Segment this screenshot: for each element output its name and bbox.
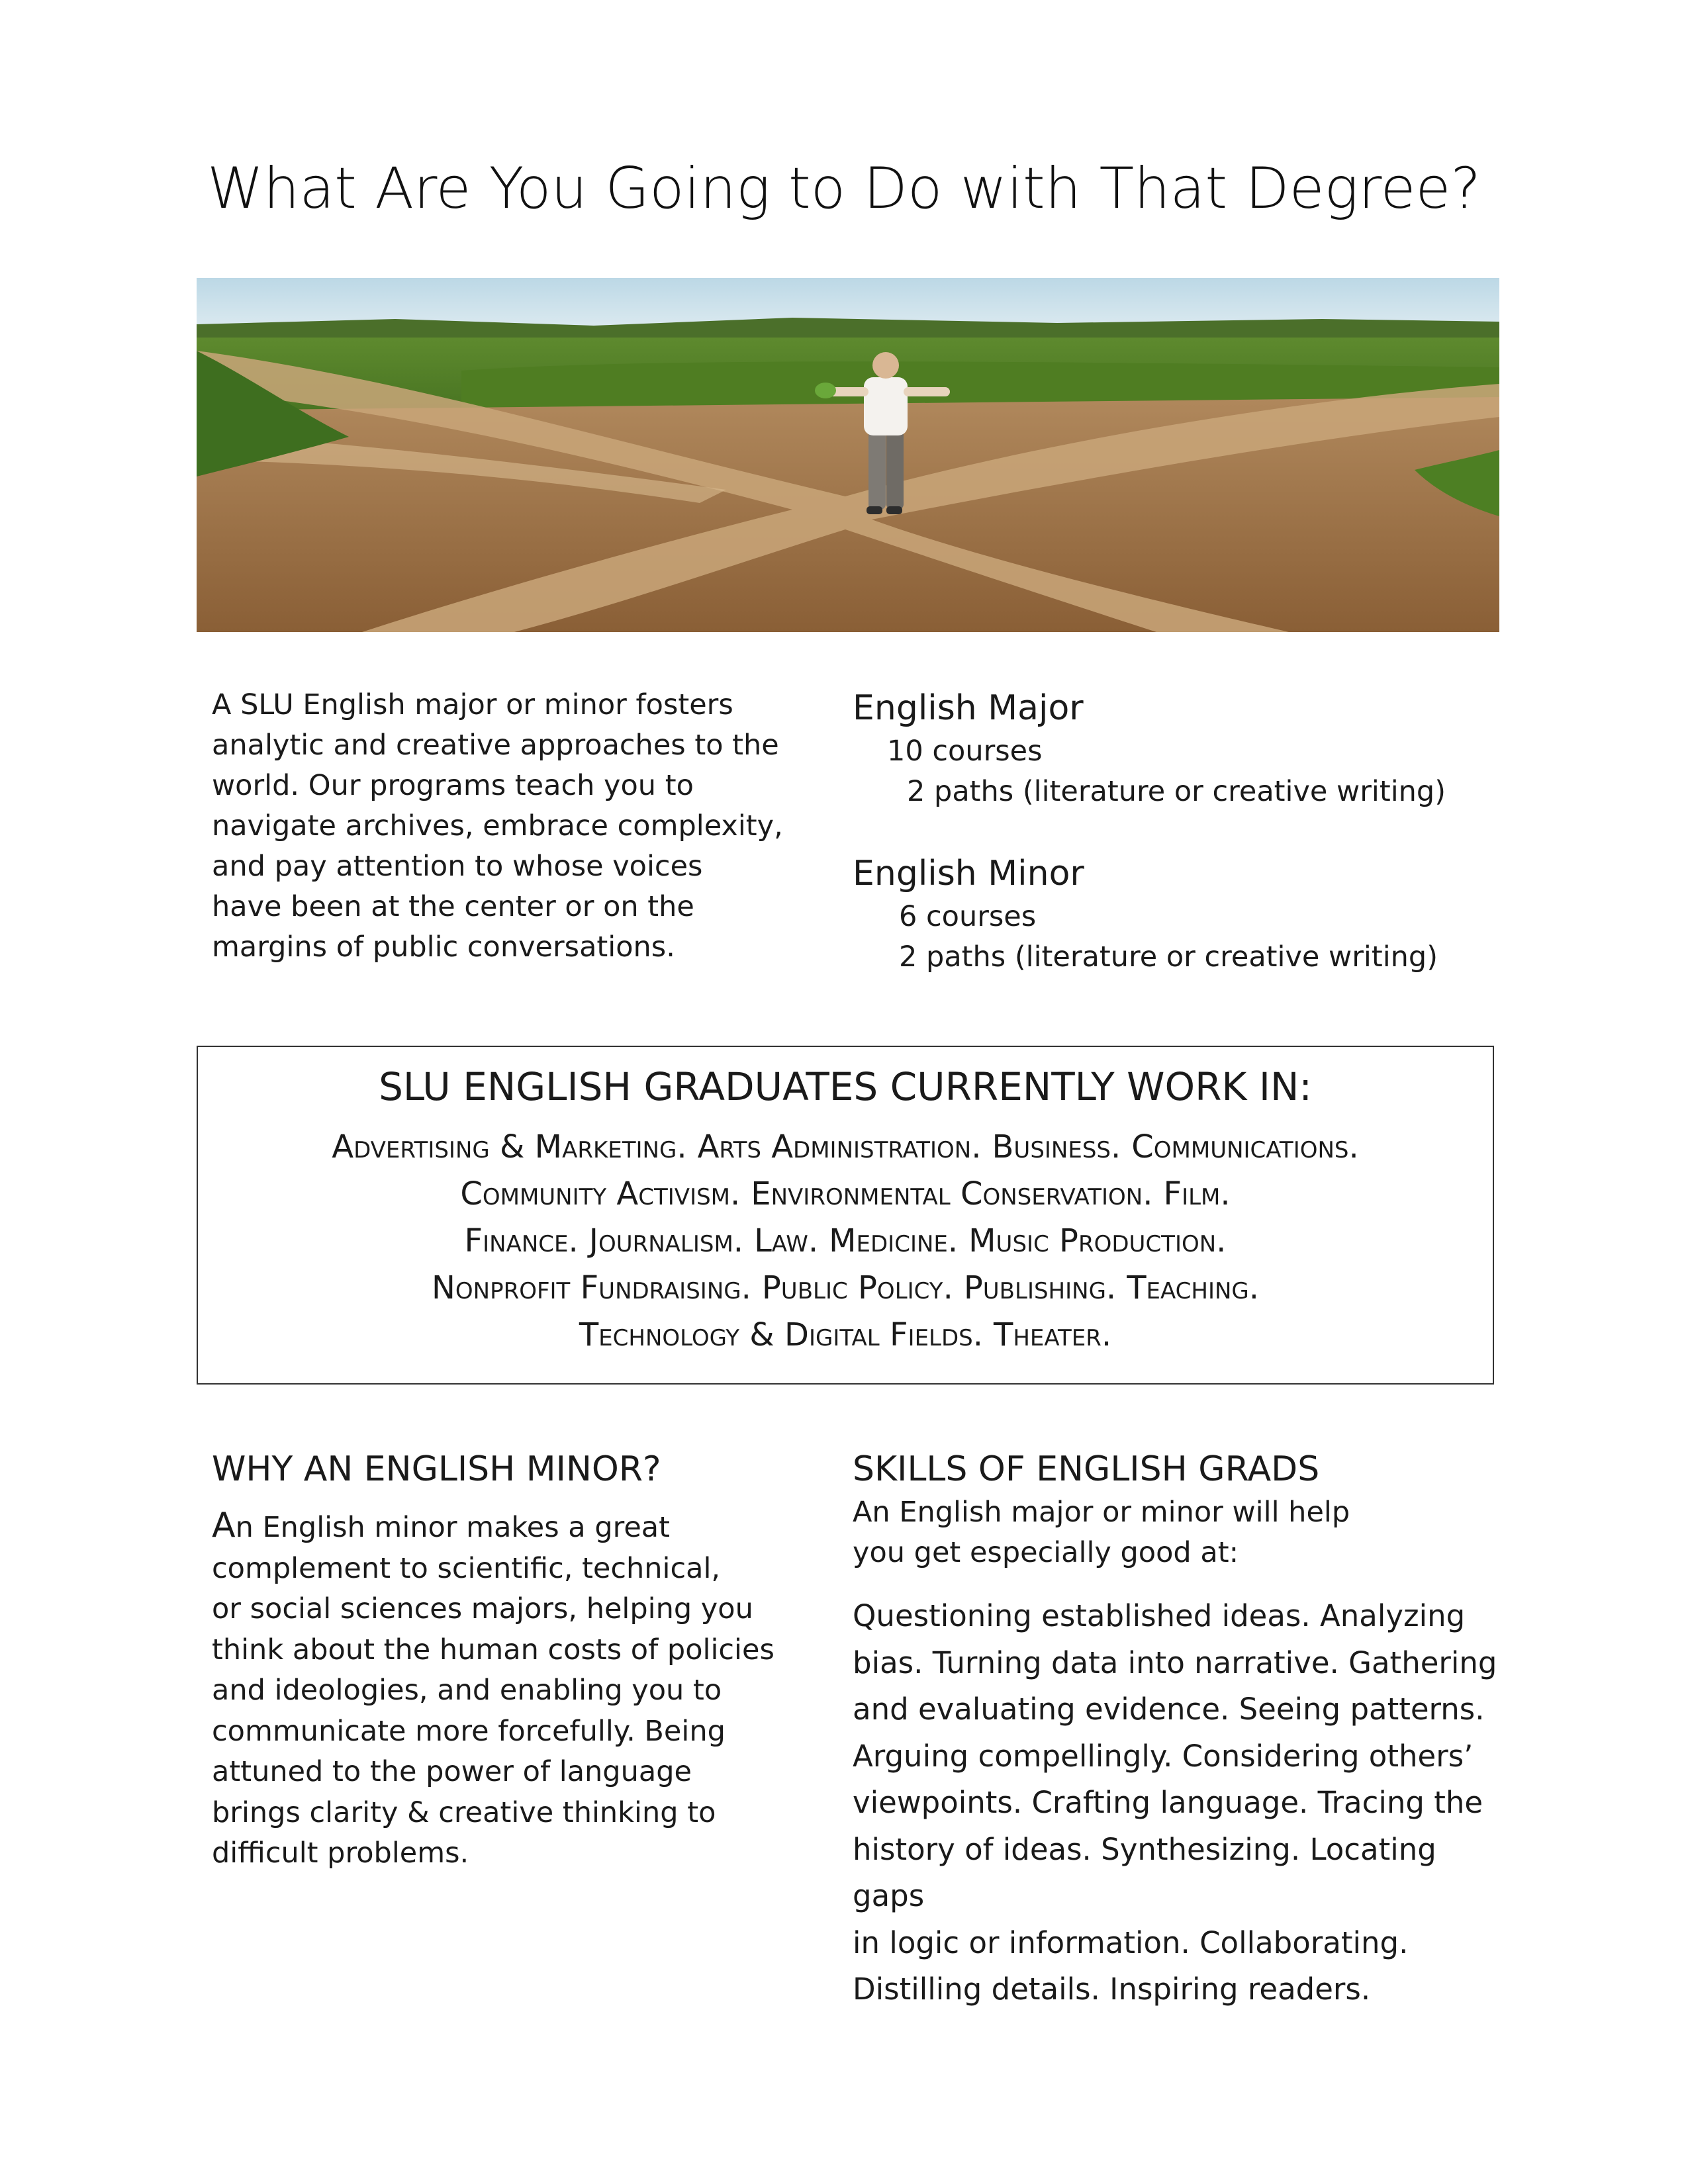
skills-list: [853, 1593, 1515, 2013]
career-item: Advertising & Marketing.: [332, 1128, 687, 1165]
intro-line: navigate archives, embrace complexity,: [212, 809, 783, 842]
careers-title: SLU ENGLISH GRADUATES CURRENTLY WORK IN:: [379, 1064, 1312, 1109]
careers-row: [198, 1312, 1493, 1359]
skills-line: bias. Turning data into narrative. Gathering: [853, 1645, 1497, 1680]
skills-heading: SKILLS OF ENGLISH GRADS: [853, 1449, 1320, 1489]
careers-list: [198, 1124, 1493, 1359]
intro-line: margins of public conversations.: [212, 931, 675, 964]
career-item: Public Policy.: [761, 1269, 953, 1306]
career-item: Business.: [992, 1128, 1121, 1165]
career-item: Music Production.: [968, 1222, 1227, 1259]
careers-row: [198, 1124, 1493, 1171]
why-minor-line: and ideologies, and enabling you to: [212, 1674, 722, 1707]
career-item: Communications.: [1131, 1128, 1359, 1165]
major-courses: 10 courses: [887, 735, 1043, 768]
career-item: Community Activism.: [460, 1175, 741, 1212]
career-item: Technology & Digital Fields.: [579, 1316, 984, 1353]
skills-line: history of ideas. Synthesizing. Locating gaps: [853, 1831, 1436, 1913]
careers-box: [197, 1046, 1494, 1385]
career-item: Arts Administration.: [697, 1128, 982, 1165]
minor-courses: 6 courses: [899, 900, 1037, 933]
careers-row: [198, 1265, 1493, 1312]
career-item: Law.: [754, 1222, 819, 1259]
career-item: Film.: [1163, 1175, 1231, 1212]
why-minor-line: or social sciences majors, helping you: [212, 1592, 753, 1625]
careers-row: [198, 1171, 1493, 1218]
why-minor-line: think about the human costs of policies: [212, 1633, 774, 1666]
why-minor-body: [212, 1506, 794, 1874]
page-title: What Are You Going to Do with That Degree?: [207, 156, 1481, 222]
career-item: Theater.: [994, 1316, 1112, 1353]
why-minor-line: [212, 1506, 794, 1549]
careers-row: [198, 1218, 1493, 1265]
intro-line: and pay attention to whose voices: [212, 850, 703, 883]
skills-line: in logic or information. Collaborating.: [853, 1925, 1409, 1960]
skills-line: Arguing compellingly. Considering others’: [853, 1738, 1474, 1774]
why-minor-heading: WHY AN ENGLISH MINOR?: [212, 1449, 661, 1489]
intro-line: analytic and creative approaches to the: [212, 729, 779, 762]
minor-paths: 2 paths (literature or creative writing): [899, 940, 1438, 974]
career-item: Finance.: [464, 1222, 579, 1259]
skills-subheading-line: An English major or minor will help: [853, 1496, 1350, 1529]
skills-line: Questioning established ideas. Analyzing: [853, 1598, 1466, 1633]
skills-subheading-line: you get especially good at:: [853, 1536, 1239, 1569]
why-minor-line: communicate more forcefully. Being: [212, 1714, 726, 1748]
career-item: Journalism.: [588, 1222, 744, 1259]
hero-image: [197, 278, 1499, 632]
major-paths: 2 paths (literature or creative writing): [907, 775, 1446, 808]
skills-section: [853, 1446, 1515, 2013]
career-item: Nonprofit Fundraising.: [431, 1269, 751, 1306]
minor-block: [853, 850, 1515, 978]
intro-line: world. Our programs teach you to: [212, 769, 694, 802]
programs-list: [853, 685, 1515, 978]
why-minor-line: brings clarity & creative thinking to: [212, 1796, 716, 1829]
why-minor-section: [212, 1446, 794, 1874]
career-item: Publishing.: [963, 1269, 1117, 1306]
drop-letter: A: [212, 1506, 236, 1545]
intro-paragraph: [212, 685, 794, 968]
why-minor-text: n English minor makes a great: [235, 1511, 671, 1544]
skills-line: viewpoints. Crafting language. Tracing the: [853, 1785, 1483, 1820]
major-title: English Major: [853, 688, 1084, 728]
career-item: Teaching.: [1127, 1269, 1260, 1306]
career-item: Environmental Conservation.: [751, 1175, 1153, 1212]
major-block: [853, 685, 1515, 812]
why-minor-line: complement to scientific, technical,: [212, 1551, 721, 1585]
intro-line: A SLU English major or minor fosters: [212, 688, 733, 721]
career-item: Medicine.: [829, 1222, 959, 1259]
intro-line: have been at the center or on the: [212, 890, 694, 923]
why-minor-line: attuned to the power of language: [212, 1755, 692, 1788]
why-minor-line: difficult problems.: [212, 1837, 469, 1870]
skills-line: Distilling details. Inspiring readers.: [853, 1972, 1371, 2007]
minor-title: English Minor: [853, 854, 1084, 893]
skills-line: and evaluating evidence. Seeing patterns.: [853, 1692, 1485, 1727]
